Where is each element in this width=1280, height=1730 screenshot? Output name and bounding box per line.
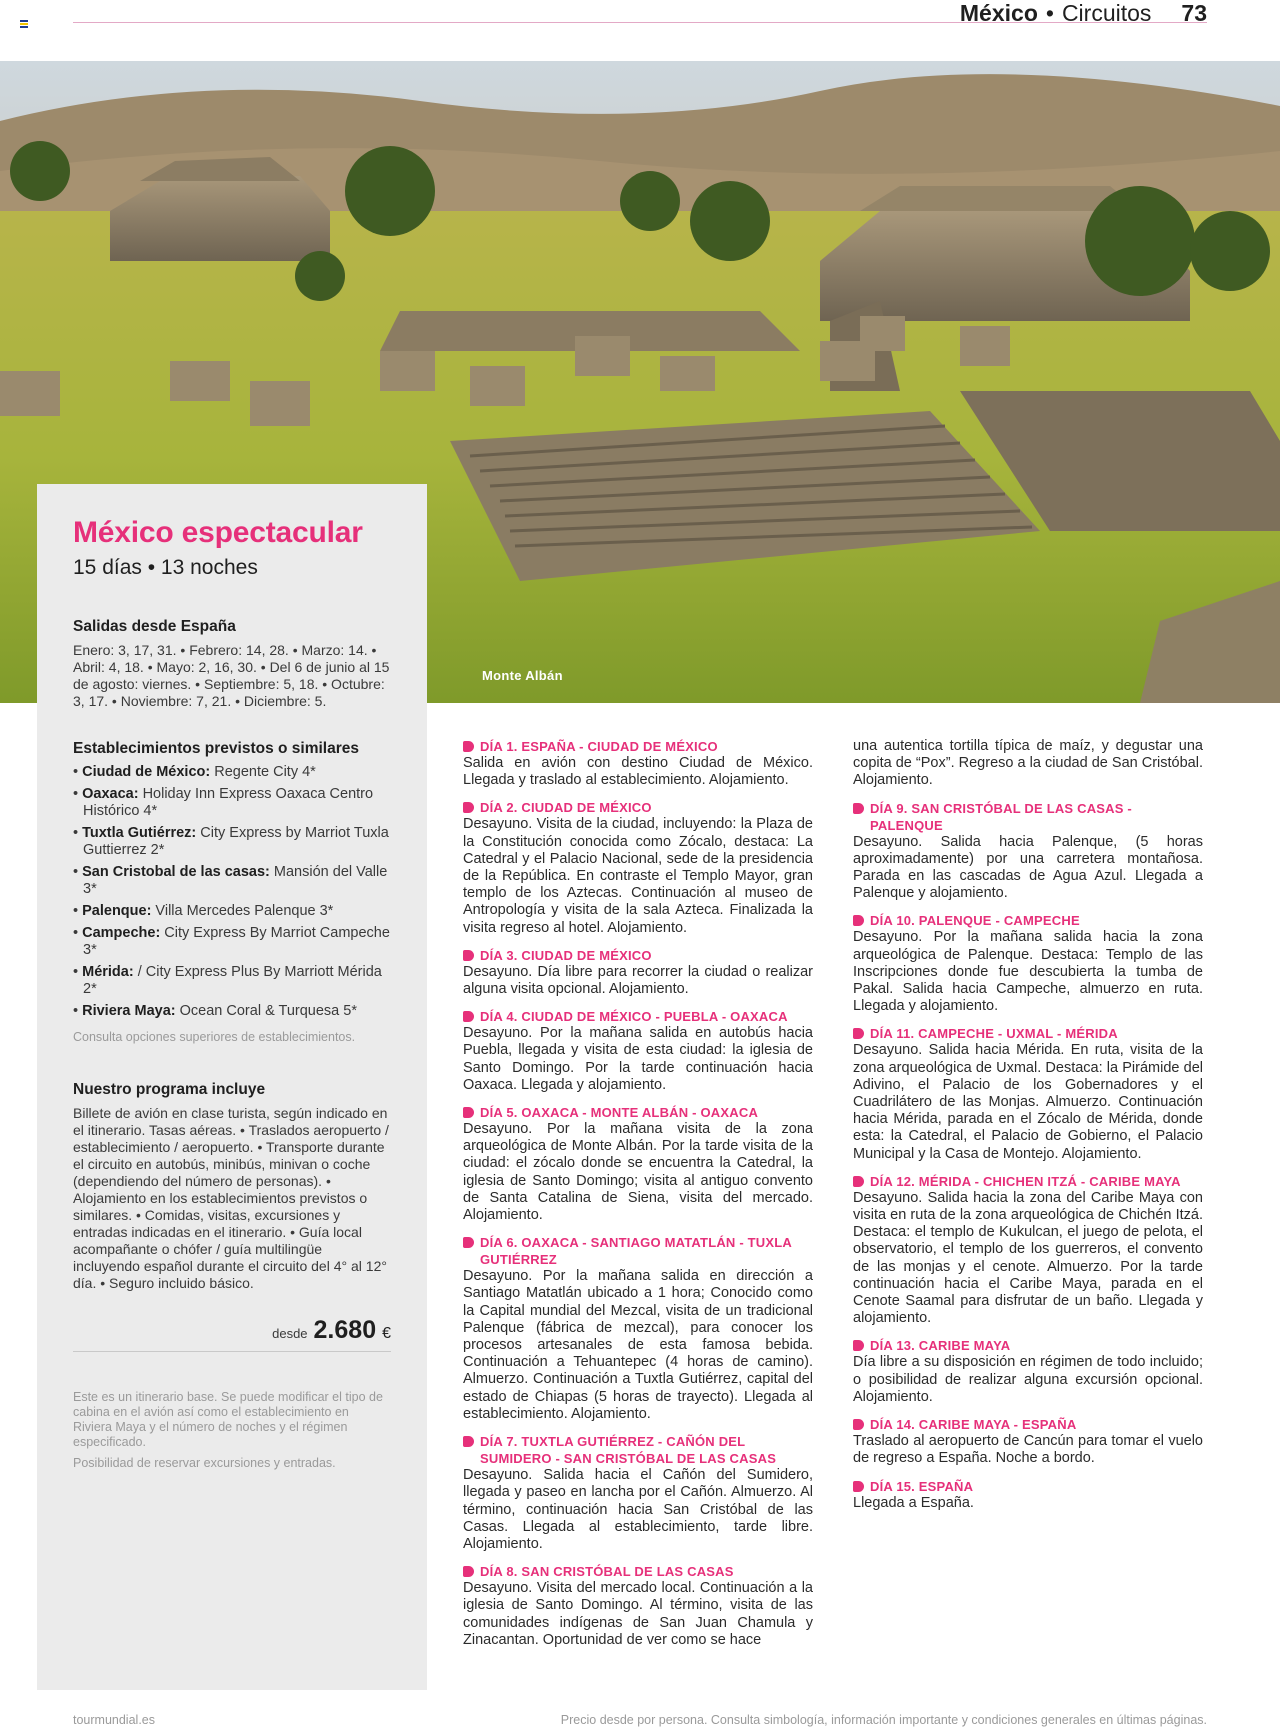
day-title-text: DÍA 12. MÉRIDA - CHICHEN ITZÁ - CARIBE MAYA <box>870 1173 1181 1189</box>
hotel-city: Palenque: <box>82 903 152 919</box>
list-item <box>73 825 391 859</box>
day-text: Desayuno. Por la mañana salida en autobús hacia Puebla, llegada y visita de esta ciudad: la iglesia de Santo Domingo. Por la tarde continuación hacia Oaxaca. Llegada y alojamiento. <box>463 1025 813 1093</box>
itinerary-day <box>853 800 1203 903</box>
day-title <box>853 1025 1203 1042</box>
tag-icon <box>853 1176 864 1187</box>
tag-icon <box>463 1436 474 1447</box>
day-text: Desayuno. Salida hacia el Cañón del Sumidero, llegada y paseo en lancha por el Cañón. Almuerzo. Al término, continuación hacia San Cristóbal de las Casas. Llegada al establecimiento, tarde libre. Alojamiento. <box>463 1467 813 1552</box>
itinerary-day <box>853 1025 1203 1162</box>
itinerary-day <box>463 1563 813 1649</box>
hotel-name: City Express by Marriot Tuxla Guttierrez 2* <box>83 825 389 858</box>
list-item <box>73 864 391 898</box>
tag-icon <box>853 1340 864 1351</box>
programa-heading: Nuestro programa incluye <box>73 1081 266 1098</box>
programa-text: Billete de avión en clase turista, según indicado en el itinerario. Tasas aéreas. • Traslados aeropuerto / establecimiento / aeropuerto. • Transporte durante el circuito en autobús, minibús, minivan o coche (dependiendo del número de personas). • Alojamiento en los establecimientos previstos o similares. • Comidas, visitas, excursiones y entradas indicadas en el itinerario. • Guía local acompañante o chófer / guía multilingüe incluyendo español durante el circuito del 4° al 12° día. • Seguro incluido básico. <box>73 1105 389 1291</box>
disclaimer-text: Este es un itinerario base. Se puede modificar el tipo de cabina en el avión así como el establecimiento en Riviera Maya y el número de noches y el régimen especificado. <box>73 1390 383 1449</box>
tag-icon <box>853 1028 864 1039</box>
day-title-text: DÍA 8. SAN CRISTÓBAL DE LAS CASAS <box>480 1564 734 1580</box>
tour-duration: 15 días • 13 noches <box>73 556 258 579</box>
tour-info-panel <box>37 484 427 1690</box>
list-item <box>73 1003 391 1020</box>
price-currency: € <box>382 1325 391 1342</box>
list-item <box>73 764 391 781</box>
price-box <box>73 1316 391 1352</box>
establecimientos-note: Consulta opciones superiores de establecimientos. <box>73 1030 356 1044</box>
day-title-text: DÍA 14. CARIBE MAYA - ESPAÑA <box>870 1417 1077 1433</box>
day-title <box>853 800 1203 834</box>
day-title-text: DÍA 7. TUXTLA GUTIÉRREZ - CAÑÓN DEL SUMIDERO - SAN CRISTÓBAL DE LAS CASAS <box>480 1434 777 1467</box>
tag-icon <box>853 803 864 814</box>
itinerary-day <box>853 1416 1203 1467</box>
itinerary-day <box>853 912 1203 1015</box>
hotel-name: Villa Mercedes Palenque 3* <box>151 903 334 919</box>
day-text: Desayuno. Día libre para recorrer la ciudad o realizar alguna visita opcional. Alojamiento. <box>463 963 813 998</box>
hotel-city: Campeche: <box>82 925 161 941</box>
page-number: 73 <box>1181 0 1207 26</box>
list-item <box>73 786 391 820</box>
hotel-city: Riviera Maya: <box>82 1003 176 1019</box>
day-text: Desayuno. Por la mañana visita de la zona arqueológica de Monte Albán. Por la tarde visita de la ciudad: el zócalo donde se encuentra la Catedral, la iglesia de Santo Domingo; visita al antiguo convento de Santa Catalina de Siena, visita del mercado. Alojamiento. <box>463 1121 813 1224</box>
disclaimer-extra: Posibilidad de reservar excursiones y entradas. <box>73 1456 336 1470</box>
day-title-text: DÍA 11. CAMPECHE - UXMAL - MÉRIDA <box>870 1026 1118 1042</box>
itinerary-column-right <box>853 738 1203 1522</box>
tag-icon <box>463 1011 474 1022</box>
day-title <box>853 1416 1203 1433</box>
day-title-text: DÍA 13. CARIBE MAYA <box>870 1338 1011 1354</box>
day-text: Desayuno. Salida hacia la zona del Caribe Maya con visita en ruta de la zona arqueológica de Chichén Itzá. Destaca: el templo de Kukulcan, el juego de pelota, el observatorio, el templo de los guerreros, el convento de las monjas y el cenote. Almuerzo. Por la tarde continuación hacia el Caribe Maya, parada en el Cenote Saamal para disfrutar de un baño. Llegada y alojamiento. <box>853 1189 1203 1327</box>
list-item <box>73 964 391 998</box>
tag-icon <box>463 802 474 813</box>
hotel-name: City Express By Marriot Campeche 3* <box>83 925 390 958</box>
hotel-list <box>73 764 391 1020</box>
tag-icon <box>463 1566 474 1577</box>
footer-site: tourmundial.es <box>73 1713 155 1727</box>
day-title-text: DÍA 9. SAN CRISTÓBAL DE LAS CASAS - PALENQUE <box>870 800 1132 833</box>
header-section: Circuitos <box>1061 0 1152 26</box>
day-title <box>463 799 813 816</box>
day-text-continued: una autentica tortilla típica de maíz, y degustar una copita de “Pox”. Regreso a la ciudad de San Cristóbal. Alojamiento. <box>853 738 1203 789</box>
flag-icon <box>20 20 28 27</box>
day-title-text: DÍA 6. OAXACA - SANTIAGO MATATLÁN - TUXLA GUTIÉRREZ <box>480 1235 792 1268</box>
flag-stripe <box>20 20 28 22</box>
itinerary-column-left <box>463 738 813 1659</box>
salidas-dates: Enero: 3, 17, 31. • Febrero: 14, 28. • Marzo: 14. • Abril: 4, 18. • Mayo: 2, 16, 30. • Del 6 de junio al 15 de agosto: viernes. • Septiembre: 5, 18. • Octubre: 3, 17. • Noviembre: 7, 21. • Diciembre: 5. <box>73 642 390 709</box>
tour-title: México espectacular <box>73 516 363 549</box>
price-amount: 2.680 <box>313 1316 377 1344</box>
day-title <box>463 1008 813 1025</box>
hotel-name: / City Express Plus By Marriott Mérida 2* <box>83 964 382 997</box>
day-title <box>463 1563 813 1580</box>
day-title-text: DÍA 1. ESPAÑA - CIUDAD DE MÉXICO <box>480 739 718 754</box>
hotel-city: Ciudad de México: <box>82 764 211 780</box>
day-title <box>463 1433 813 1467</box>
list-item <box>73 903 391 920</box>
itinerary-day <box>853 1173 1203 1328</box>
itinerary-day <box>463 1104 813 1224</box>
day-text: Desayuno. Visita de la ciudad, incluyendo: la Plaza de la Constitución conocida como Zócalo, destaca: La Catedral y el Palacio Nacional, sede de la presidencia de la República. En contraste el Templo Mayor, gran templo de los Aztecas. Continuación al museo de Antropología y visita de la sala Azteca. Finalizada la visita regreso al hotel. Alojamiento. <box>463 816 813 936</box>
day-text: Desayuno. Salida hacia Palenque, (5 horas aproximadamente) por una carretera montañosa. Parada en las cascadas de Agua Azul. Llegada a Palenque y alojamiento. <box>853 833 1203 902</box>
itinerary-day <box>463 1008 813 1094</box>
day-text: Salida en avión con destino Ciudad de México. Llegada y traslado al establecimiento. Alojamiento. <box>463 755 813 789</box>
header-separator: • <box>1045 0 1054 26</box>
photo-caption: Monte Albán <box>482 668 563 683</box>
hotel-name: Holiday Inn Express Oaxaca Centro Histórico 4* <box>83 786 374 819</box>
hotel-city: Mérida: <box>82 964 134 980</box>
tag-icon <box>463 741 474 752</box>
hotel-name: Ocean Coral & Turquesa 5* <box>175 1003 357 1019</box>
hotel-city: Oaxaca: <box>82 786 139 802</box>
day-title <box>853 1173 1203 1190</box>
day-title-text: DÍA 10. PALENQUE - CAMPECHE <box>870 913 1080 929</box>
day-text: Desayuno. Salida hacia Mérida. En ruta, visita de la zona arqueológica de Uxmal. Destaca: la Pirámide del Adivino, el Palacio de los Gobernadores y el Cuadrilátero de las Monjas. Almuerzo. Continuación hacia Mérida, parada en el Zócalo de Mérida, donde esta: la Catedral, el Palacio de Gobierno, el Palacio Municipal y la Casa de Montejo. Alojamiento. <box>853 1042 1203 1162</box>
header-country: México <box>959 0 1038 26</box>
hotel-city: San Cristobal de las casas: <box>82 864 270 880</box>
list-item <box>73 925 391 959</box>
day-title <box>463 1104 813 1121</box>
flag-stripe <box>20 26 28 28</box>
day-text: Desayuno. Por la mañana salida en dirección a Santiago Matatlán ubicado a 1 hora; Conocido como la Capital mundial del Mezcal, visita de un tradicional Palenque (fábrica de mezcal), para conocer los procesos artesanales de esta famosa bebida. Continuación a Tehuantepec (4 horas de camino). Almuerzo. Continuación a Tuxtla Gutiérrez, capital del estado de Chiapas (5 horas de trayecto). Llegada al establecimiento. Alojamiento. <box>463 1268 813 1422</box>
day-title <box>853 912 1203 929</box>
establecimientos-heading: Establecimientos previstos o similares <box>73 740 360 757</box>
tag-icon <box>853 1481 864 1492</box>
salidas-heading: Salidas desde España <box>73 618 236 635</box>
tag-icon <box>463 1237 474 1248</box>
itinerary-day <box>853 1337 1203 1406</box>
hotel-city: Tuxtla Gutiérrez: <box>82 825 197 841</box>
day-title <box>463 738 813 755</box>
day-text: Llegada a España. <box>853 1494 974 1511</box>
day-text: Traslado al aeropuerto de Cancún para tomar el vuelo de regreso a España. Noche a bordo. <box>853 1433 1203 1467</box>
day-title <box>853 1478 1203 1495</box>
day-title-text: DÍA 2. CIUDAD DE MÉXICO <box>480 800 652 816</box>
tag-icon <box>463 1107 474 1118</box>
day-title-text: DÍA 3. CIUDAD DE MÉXICO <box>480 947 652 963</box>
itinerary-day <box>463 947 813 998</box>
itinerary-day <box>853 1478 1203 1512</box>
day-title-text: DÍA 15. ESPAÑA <box>870 1478 974 1494</box>
itinerary-day <box>463 1234 813 1423</box>
day-text: Desayuno. Visita del mercado local. Continuación a la iglesia de Santo Domingo. Al término, visita de las comunidades indígenas de San Juan Chamula y Zinacantan. Oportunidad de ver como se hace <box>463 1580 813 1648</box>
itinerary-day <box>463 1433 813 1553</box>
day-title-text: DÍA 5. OAXACA - MONTE ALBÁN - OAXACA <box>480 1105 759 1121</box>
itinerary-day <box>463 799 813 936</box>
tag-icon <box>853 1419 864 1430</box>
day-text: Desayuno. Por la mañana salida hacia la zona arqueológica de Palenque. Destaca: Templo de las Inscripciones donde fue descubierta la tumba de Pakal. Salida hacia Campeche, almuerzo en ruta. Llegada y alojamiento. <box>853 929 1203 1015</box>
day-title <box>463 1234 813 1268</box>
page-header <box>960 0 1207 26</box>
day-title-text: DÍA 4. CIUDAD DE MÉXICO - PUEBLA - OAXACA <box>480 1009 788 1025</box>
footer-note: Precio desde por persona. Consulta simbología, información importante y condiciones generales en últimas páginas. <box>560 1713 1207 1727</box>
day-title <box>853 1337 1203 1354</box>
itinerary-day <box>463 738 813 789</box>
tag-icon <box>463 950 474 961</box>
day-text: Día libre a su disposición en régimen de todo incluido; o posibilidad de realizar alguna excursión opcional. Alojamiento. <box>853 1354 1203 1405</box>
hotel-name: Regente City 4* <box>210 764 316 780</box>
price-prefix: desde <box>272 1326 308 1341</box>
flag-stripe <box>20 23 28 25</box>
tag-icon <box>853 915 864 926</box>
hotel-name: Mansión del Valle 3* <box>83 864 388 897</box>
day-title <box>463 947 813 964</box>
